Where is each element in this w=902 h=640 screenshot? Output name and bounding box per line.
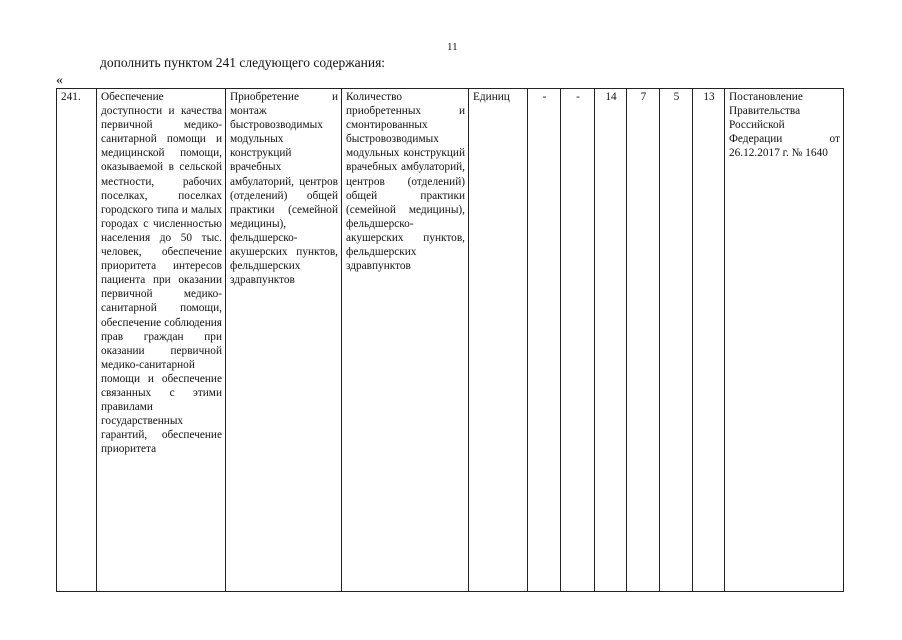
value-cell: 7	[627, 89, 660, 592]
row-number: 241.	[57, 89, 97, 592]
event-description: Обеспечение доступности и качества первичной медико-санитарной помощи и медицинской помощи, оказываемой в сельской местности, рабочих поселках, поселках городского типа и малых городах с численностью населения до 50 тыс. человек, обеспечение приоритета интересов пациента при оказании первичной медико-санитарной помощи, обеспечение соблюдения прав граждан при оказании первичной медико-санитарной помощи и обеспечение связанных с этими правилами государственных гарантий, обеспечение приоритета	[97, 89, 226, 592]
value-cell: 14	[595, 89, 627, 592]
intro-text: дополнить пунктом 241 следующего содержания:	[100, 55, 386, 70]
legal-basis: Постановление Правительства Российской Федерации от 26.12.2017 г. № 1640	[725, 89, 844, 592]
amendment-table	[56, 88, 844, 592]
activity-description: Приобретение и монтаж быстровозводимых модульных конструкций врачебных амбулаторий, центров (отделений) общей практики (семейной медицины), фельдшерско-акушерских пунктов, фельдшерских здравпунктов	[226, 89, 342, 592]
value-cell: -	[528, 89, 561, 592]
opening-quote: «	[56, 73, 63, 88]
value-cell: -	[561, 89, 595, 592]
value-cell: 5	[660, 89, 693, 592]
table-row	[57, 89, 844, 592]
unit-cell: Единиц	[469, 89, 528, 592]
page-number: 11	[447, 41, 458, 53]
indicator-description: Количество приобретенных и смонтированных быстровозводимых модульных конструкций врачебных амбулаторий, центров (отделений) общей практики (семейной медицины), фельдшерско-акушерских пунктов, фельдшерских здравпунктов	[342, 89, 469, 592]
value-cell: 13	[693, 89, 725, 592]
